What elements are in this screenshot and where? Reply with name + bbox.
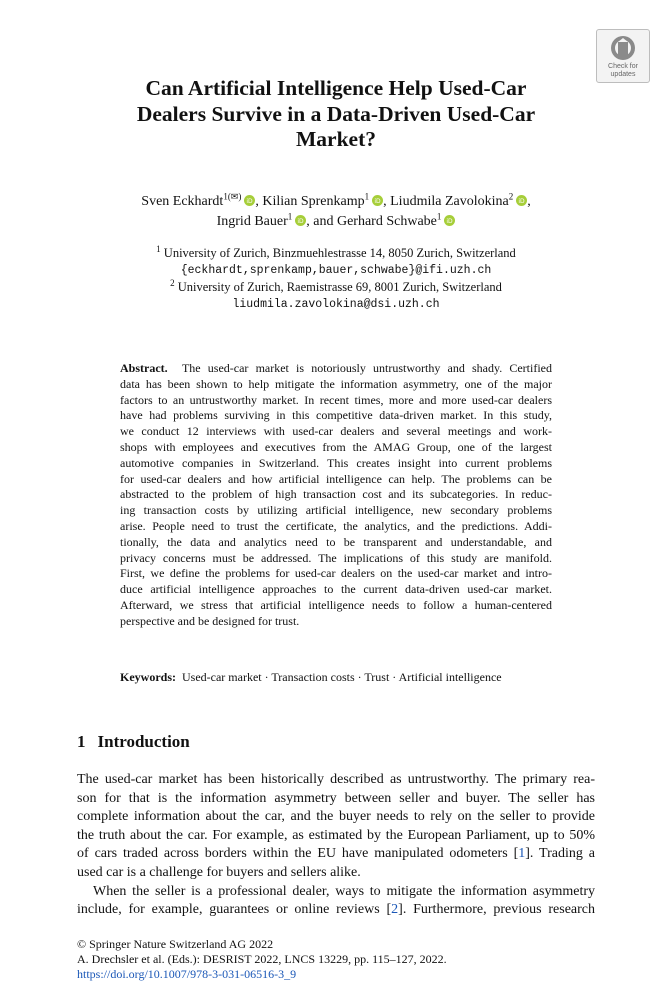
- orcid-icon[interactable]: [372, 195, 383, 206]
- abstract-line: for used-car dealers and how artificial intelligence can help. The problems can be: [120, 471, 552, 486]
- title-line-2: Dealers Survive in a Data-Driven Used-Car: [136, 101, 536, 126]
- abstract-line: automotive companies in Switzerland. This creates insight into current problems: [120, 455, 552, 470]
- keywords: [120, 669, 560, 685]
- author-name: Sven Eckhardt: [141, 194, 224, 209]
- abstract-line: privacy concerns must be addressed. The implications of this study are manifold.: [120, 550, 552, 565]
- abstract-line: factors to an untrustworthy market. In recent times, more and more used-car dealers: [120, 392, 552, 407]
- abstract-line: perspective and be designed for trust.: [120, 613, 300, 628]
- abstract-line: duce artificial intelligence approaches to the current data-driven used-car market.: [120, 582, 552, 597]
- orcid-icon[interactable]: [444, 215, 455, 226]
- check-for-updates-line1: Check for: [608, 63, 638, 70]
- svg-text:iD: iD: [446, 218, 454, 225]
- abstract-line: ing transaction costs by utilizing artificial intelligence, new secondary problems: [120, 503, 552, 518]
- orcid-icon[interactable]: [244, 195, 255, 206]
- author-affiliation-mark: 1(✉): [223, 191, 242, 202]
- body-line: used car is a challenge for buyers and sellers alike.: [77, 864, 361, 880]
- title-line-3: Market?: [296, 127, 376, 151]
- affiliation-1: $^1$ University of Zurich, Binzmuehlestrasse 14, 8050 Zurich, Switzerland: [156, 243, 516, 260]
- abstract-line: shops with employees and executives from the AMAG Group, one of the largest: [120, 439, 552, 454]
- copyright-notice: © Springer Nature Switzerland AG 2022: [77, 937, 274, 951]
- abstract-line: we conduct 12 interviews with used-car dealers and several meetings and work-: [120, 424, 552, 439]
- section-title: Introduction: [97, 732, 190, 751]
- keywords-text: Used-car market · Transaction costs · Trust · Artificial intelligence: [182, 670, 502, 684]
- author-name: Ingrid Bauer: [216, 214, 288, 229]
- citation-info: A. Drechsler et al. (Eds.): DESRIST 2022, LNCS 13229, pp. 115–127, 2022.: [77, 952, 447, 966]
- author-name: Gerhard Schwabe: [336, 214, 437, 229]
- svg-text:iD: iD: [246, 198, 254, 205]
- abstract-line: have had problems surviving in this competitive data-driven market. In this study,: [120, 408, 552, 423]
- keywords-label: Keywords:: [120, 670, 176, 684]
- check-for-updates-badge[interactable]: [596, 29, 650, 83]
- author-name: Liudmila Zavolokina: [390, 194, 509, 209]
- section-number: 1: [77, 732, 86, 751]
- body-line: When the seller is a professional dealer, ways to mitigate the information asymmetry: [93, 883, 595, 899]
- affiliation-2-email[interactable]: liudmila.zavolokina@dsi.uzh.ch: [232, 298, 440, 311]
- abstract: [120, 361, 552, 630]
- author-line-1: Sven Eckhardt$^{1(✉)}$ iD , Kilian Sprenkamp$^1$ iD , Liudmila Zavolokina$^2$ iD ,: [141, 191, 531, 209]
- section-heading: [77, 731, 190, 753]
- author-list: [80, 192, 592, 232]
- orcid-icon[interactable]: [295, 215, 306, 226]
- body-text: [77, 771, 595, 920]
- paper-title: [80, 76, 592, 153]
- abstract-line: First, we define the problems for used-car dealers on the used-car market and intro-: [120, 566, 552, 581]
- body-line: The used-car market has been historically described as untrustworthy. The primary rea-: [77, 772, 595, 787]
- svg-text:iD: iD: [297, 218, 304, 225]
- author-affiliation-mark: 1: [436, 211, 442, 222]
- body-line: complete information about the car, and the buyer needs to rely on the seller to provide: [77, 809, 595, 825]
- abstract-line: abstracted to the problem of high transaction cost and its subcategories. In reduc-: [120, 487, 552, 502]
- affiliation-1-email[interactable]: {eckhardt,sprenkamp,bauer,schwabe}@ifi.uzh.ch: [180, 264, 492, 277]
- body-line: of cars traded across borders within the EU have manipulated odometers [1]. Trading a: [77, 846, 595, 862]
- doi-link[interactable]: https://doi.org/10.1007/978-3-031-06516-3_9: [77, 967, 297, 981]
- body-line: include, for example, guarantees or online reviews [2]. Furthermore, previous research: [77, 902, 595, 918]
- author-affiliation-mark: 2: [508, 191, 514, 202]
- abstract-line: Afterward, we stress that artificial intelligence needs to follow a human-centered: [120, 597, 552, 612]
- abstract-line: Abstract. The used-car market is notoriously untrustworthy and shady. Certified: [120, 361, 553, 375]
- abstract-line: data has been shown to help mitigate the information asymmetry, one of the major: [120, 376, 552, 391]
- citation-link[interactable]: 2: [391, 902, 399, 918]
- abstract-line: arise. People need to trust the certificate, the analytics, and the predictions. Addi-: [120, 518, 552, 533]
- body-line: son for that is the information asymmetry between seller and buyer. The seller has: [77, 790, 595, 806]
- svg-text:iD: iD: [374, 198, 381, 205]
- check-for-updates-icon: [609, 34, 637, 62]
- body-line: the truth about the car. For example, as estimated by the European Parliament, up to 50%: [77, 827, 595, 843]
- abstract-label: Abstract.: [120, 361, 168, 375]
- title-line-1: Can Artificial Intelligence Help Used-Car: [145, 76, 527, 100]
- author-line-2: Ingrid Bauer$^1$ iD , and Gerhard Schwabe$^1$ iD: [80, 212, 592, 232]
- footer: [77, 937, 447, 982]
- author-affiliation-mark: 1: [287, 211, 293, 222]
- affiliation-2: $^2$ University of Zurich, Raemistrasse 69, 8001 Zurich, Switzerland: [170, 277, 502, 294]
- affiliations: [80, 245, 592, 313]
- abstract-line: tionally, the data and analytics need to be transparent and understandable, and: [120, 534, 552, 549]
- citation-link[interactable]: 1: [518, 846, 526, 862]
- svg-text:iD: iD: [518, 198, 525, 205]
- author-name: Kilian Sprenkamp: [262, 194, 365, 209]
- orcid-icon[interactable]: [516, 195, 527, 206]
- author-affiliation-mark: 1: [364, 191, 370, 202]
- check-for-updates-line2: updates: [610, 71, 636, 78]
